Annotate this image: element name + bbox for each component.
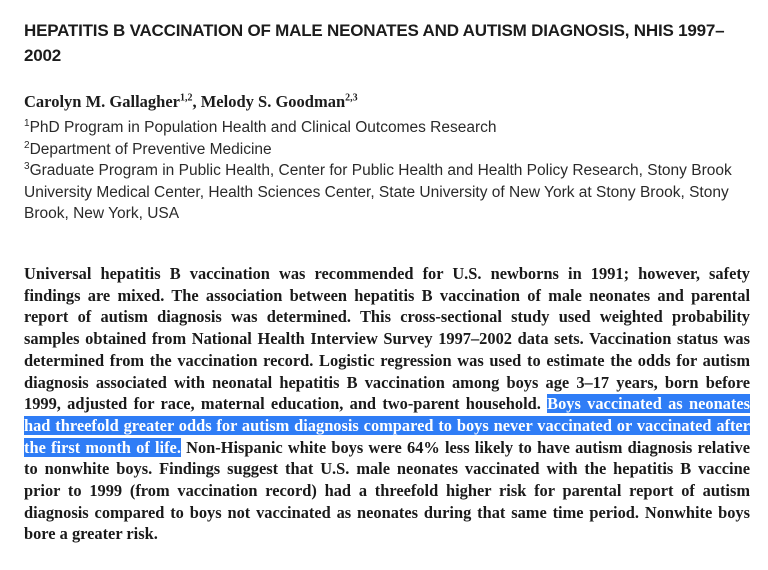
author-list [24,91,752,113]
affiliation-number: 2 [24,139,30,151]
abstract-text-before: Universal hepatitis B vaccination was recommended for U.S. newborns in 1991; however, safety findings are mixed. The association between hepatitis B vaccination of male neonates and parental report of autism diagnosis was determined. This cross-sectional study used weighted probability samples obtained from National Health Interview Survey 1997–2002 data sets. Vaccination status was determined from the vaccination record. Logistic regression was used to estimate the odds for autism diagnosis associated with neonatal hepatitis B vaccination among boys age 3–17 years, born before 1999, adjusted for race, maternal education, and two-parent household. [24,264,750,414]
affiliation-number: 3 [24,160,30,172]
affiliation-text: Department of Preventive Medicine [29,140,272,158]
author-affiliation-marker: 2,3 [345,92,358,104]
author-name: Melody S. Goodman [200,92,346,111]
paper-header [24,18,752,225]
affiliation-list [24,117,752,225]
abstract-text-after: Non-Hispanic white boys were 64% less likely to have autism diagnosis relative to nonwhite boys. Findings suggest that U.S. male neonates vaccinated with the hepatitis B vaccine prior to 1999 (from vaccination record) had a threefold higher risk for parental report of autism diagnosis compared to boys not vaccinated as neonates during that same time period. Nonwhite boys bore a greater risk. [24,437,751,544]
author-affiliation-marker: 1,2 [179,92,193,104]
affiliation-text: PhD Program in Population Health and Clinical Outcomes Research [29,119,497,136]
author-name: Carolyn M. Gallagher [24,92,180,111]
affiliation-text: Graduate Program in Public Health, Center for Public Health and Health Policy Research, Stony Brook University Medical Center, Health Sciences Center, State University of New York at Stony Brook, Stony Brook, New York, USA [24,162,732,222]
affiliation-number: 1 [24,117,30,129]
affiliation-item [24,117,752,139]
author-separator: , [192,92,201,111]
affiliation-item [24,160,752,225]
abstract-paragraph[interactable] [24,263,750,545]
paper-title: HEPATITIS B VACCINATION OF MALE NEONATES AND AUTISM DIAGNOSIS, NHIS 1997–2002 [24,21,725,65]
selected-text-highlight[interactable]: Boys vaccinated as neonates had threefold greater odds for autism diagnosis compared to boys never vaccinated or vaccinated after the first month of life. [24,394,750,457]
affiliation-item [24,139,752,161]
